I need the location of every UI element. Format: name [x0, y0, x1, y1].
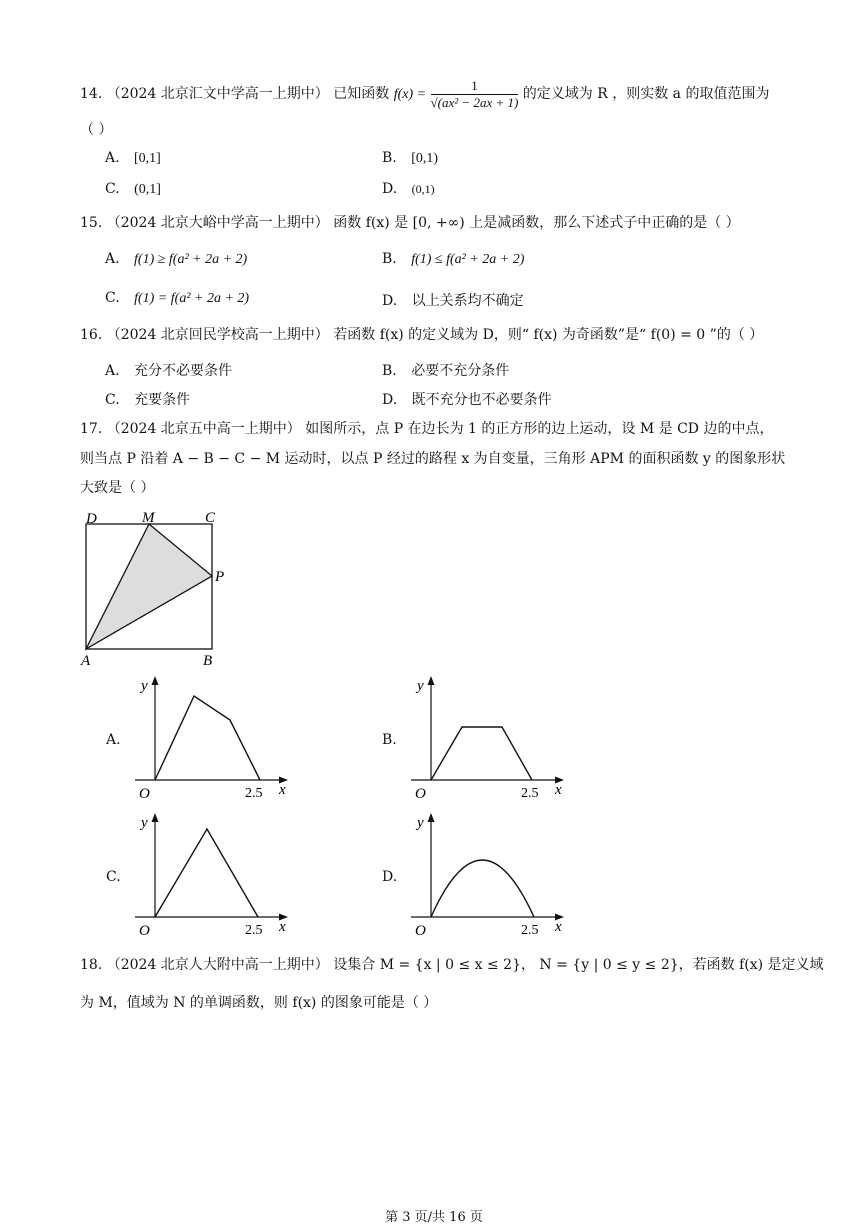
q18-line2: 为 M，值域为 N 的单调函数，则 f(x) 的图象可能是（ ）	[80, 995, 438, 1011]
label-m: M	[142, 510, 155, 526]
q17-graph-d[interactable]	[408, 811, 578, 939]
q14-source: （2024 北京汇文中学高一上期中）	[106, 86, 329, 103]
q17-line1	[80, 421, 773, 438]
q17-line2: 则当点 P 沿着 A − B − C − M 运动时，以点 P 经过的路程 x 为自变量，三角形 APM 的面积函数 y 的图象形状	[80, 451, 786, 467]
q17-option-c-label[interactable]: C.	[106, 869, 121, 885]
option-text: 以上关系均不确定	[411, 293, 524, 309]
label-d: D	[86, 511, 97, 527]
q14-frac-numerator: 1	[431, 78, 519, 95]
origin-label: O	[139, 923, 150, 939]
q16-source: （2024 北京回民学校高一上期中）	[106, 327, 329, 343]
q15-text: 函数 f(x) 是 [0, +∞) 上是减函数，那么下述式子中正确的是（ ）	[333, 215, 740, 231]
q14-suffix: 的定义域为 R ，则实数 a 的取值范围为	[522, 86, 770, 103]
y-axis-arrow	[428, 813, 435, 822]
origin-label: O	[139, 786, 150, 802]
y-label: y	[417, 815, 424, 831]
q14-option-c[interactable]	[105, 181, 161, 198]
q17-square-figure	[78, 505, 238, 670]
option-label: C.	[105, 181, 120, 197]
option-label: A.	[105, 363, 120, 379]
q14-stem	[80, 78, 769, 110]
q18-number: 18.	[80, 957, 103, 973]
q15-option-a[interactable]	[105, 251, 247, 268]
option-text: 充要条件	[134, 392, 191, 408]
option-text: f(1) ≤ f(a² + 2a + 2)	[411, 252, 525, 267]
q17-graph-b[interactable]	[408, 674, 578, 802]
q18-text-line1: 设集合 M = {x | 0 ≤ x ≤ 2}， N = {y | 0 ≤ y ≤ 2}，若函数 f(x) 是定义域	[333, 957, 824, 973]
q14-option-a[interactable]	[105, 150, 161, 167]
option-label: D.	[382, 392, 398, 408]
tick-label: 2.5	[521, 923, 539, 938]
q16-text: 若函数 f(x) 的定义域为 D，则“ f(x) 为奇函数”是“ f(0) = 0 ”的（ ）	[333, 327, 764, 343]
y-label: y	[141, 678, 148, 694]
q16-option-d[interactable]	[382, 389, 552, 409]
graph-curve	[155, 829, 258, 917]
x-label: x	[279, 919, 286, 935]
tick-label: 2.5	[245, 923, 263, 938]
graph-curve	[155, 696, 260, 780]
option-text: f(1) = f(a² + 2a + 2)	[134, 291, 250, 306]
graph-curve	[431, 860, 534, 917]
page-footer: 第 3 页/共 16 页	[385, 1210, 483, 1225]
q14-fraction	[431, 78, 519, 110]
q14-option-b[interactable]	[382, 150, 438, 167]
x-label: x	[279, 782, 286, 798]
origin-label: O	[415, 786, 426, 802]
q15-source: （2024 北京大峪中学高一上期中）	[106, 215, 329, 231]
option-label: B.	[382, 363, 397, 379]
q16-option-b[interactable]	[382, 360, 509, 380]
q16-stem	[80, 327, 763, 344]
option-text: [0,1]	[134, 151, 161, 166]
q16-option-a[interactable]	[105, 360, 232, 380]
option-label: D.	[382, 181, 398, 197]
y-label: y	[141, 815, 148, 831]
option-text: 充分不必要条件	[134, 363, 233, 379]
graph-curve	[431, 727, 532, 780]
label-b: B	[203, 653, 213, 669]
option-text: f(1) ≥ f(a² + 2a + 2)	[134, 252, 248, 267]
q17-number: 17.	[80, 421, 103, 437]
option-label: B.	[382, 150, 397, 166]
y-axis-arrow	[428, 676, 435, 685]
option-label: B.	[382, 251, 397, 267]
q17-source: （2024 北京五中高一上期中）	[106, 421, 301, 437]
option-label: C.	[105, 290, 120, 306]
q16-number: 16.	[80, 327, 103, 343]
q15-stem	[80, 215, 740, 232]
q14-frac-denominator: √(ax² − 2ax + 1)	[430, 94, 519, 110]
y-axis-arrow	[152, 813, 159, 822]
q17-option-a-label[interactable]: A.	[106, 732, 121, 748]
q17-text-line1: 如图所示，点 P 在边长为 1 的正方形的边上运动，设 M 是 CD 边的中点，	[305, 421, 774, 437]
option-label: D.	[382, 293, 398, 309]
x-label: x	[555, 782, 562, 798]
q14-option-d[interactable]	[382, 181, 435, 197]
q17-option-b-label[interactable]: B.	[382, 732, 397, 748]
q15-number: 15.	[80, 215, 103, 231]
q14-prefix: 已知函数	[333, 86, 390, 103]
tick-label: 2.5	[521, 786, 539, 801]
q17-option-d-label[interactable]: D.	[382, 869, 398, 885]
option-label: A.	[105, 150, 120, 166]
q17-graph-a[interactable]	[132, 674, 302, 802]
label-c: C	[205, 510, 216, 526]
tick-label: 2.5	[245, 786, 263, 801]
option-label: C.	[105, 392, 120, 408]
q17-line3: 大致是（ ）	[80, 480, 155, 496]
q15-option-d[interactable]	[382, 290, 524, 310]
option-text: (0,1)	[411, 182, 435, 196]
q17-graph-c[interactable]	[132, 811, 302, 939]
option-text: 必要不充分条件	[411, 363, 510, 379]
q14-func: f(x) =	[393, 87, 427, 103]
x-label: x	[555, 919, 562, 935]
q15-option-b[interactable]	[382, 251, 524, 268]
label-p: P	[215, 569, 225, 585]
option-text: (0,1]	[134, 182, 161, 197]
q15-option-c[interactable]	[105, 290, 249, 307]
q14-paren: （ ）	[80, 122, 113, 138]
triangle-apm	[86, 524, 212, 649]
option-text: 既不充分也不必要条件	[411, 392, 552, 408]
q18-line1	[80, 957, 824, 974]
origin-label: O	[415, 923, 426, 939]
q14-number: 14.	[80, 86, 103, 103]
y-label: y	[417, 678, 424, 694]
label-a: A	[81, 653, 91, 669]
option-text: [0,1)	[411, 151, 439, 166]
q16-option-c[interactable]	[105, 389, 190, 409]
option-label: A.	[105, 251, 120, 267]
q18-source: （2024 北京人大附中高一上期中）	[106, 957, 329, 973]
y-axis-arrow	[152, 676, 159, 685]
